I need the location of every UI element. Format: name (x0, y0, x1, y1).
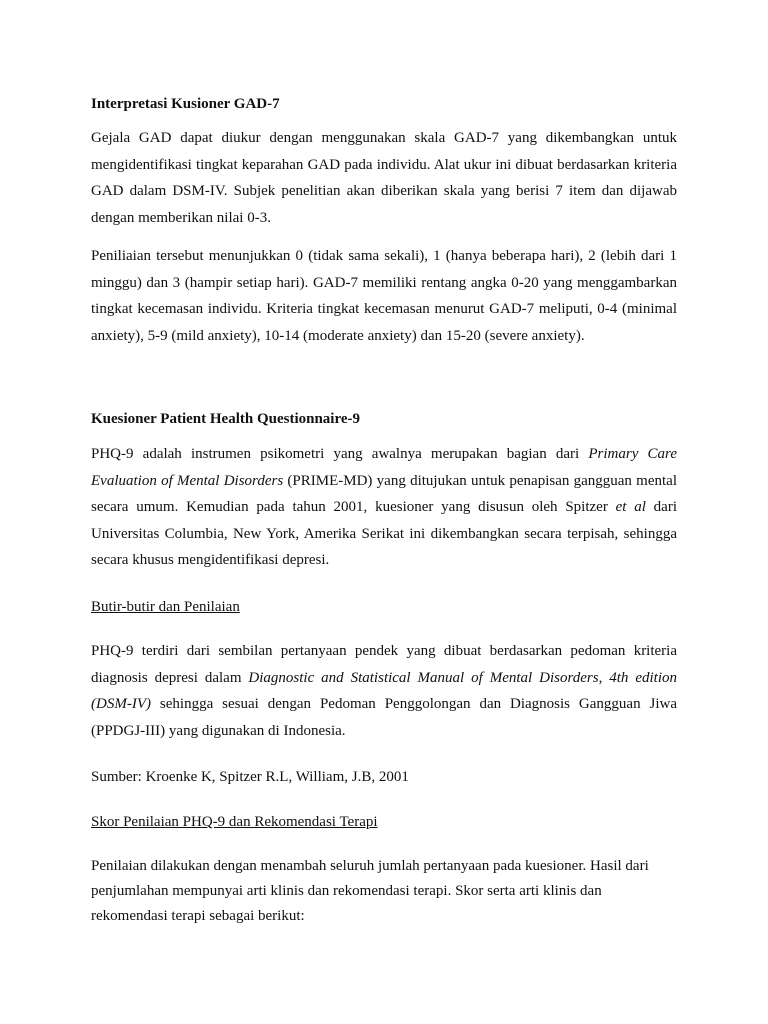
butir-text-3: sehingga sesuai dengan Pedoman Penggolongan dan Diagnosis Gangguan Jiwa (PPDGJ-III) yang digunakan di Indonesia. (91, 696, 677, 739)
phq9-heading: Kuesioner Patient Health Questionnaire-9 (91, 411, 361, 427)
skor-subheading: Skor Penilaian PHQ-9 dan Rekomendasi Terapi (91, 814, 378, 830)
butir-text-1: PHQ-9 terdiri dari sembilan pertanyaan pendek yang dibuat berdasarkan pedoman kriteria diagnosis depresi dalam (91, 643, 677, 686)
butir-subheading: Butir-butir dan Penilaian (91, 599, 240, 615)
phq9-intro-paragraph (91, 441, 677, 574)
gad7-paragraph-1: Gejala GAD dapat diukur dengan menggunakan skala GAD-7 yang dikembangkan untuk mengidentifikasi tingkat keparahan GAD pada individu. Alat ukur ini dibuat berdasarkan kriteria GAD dalam DSM-IV. Subjek penelitian akan diberikan skala yang berisi 7 item dan dijawab dengan memberikan nilai 0-3. (91, 130, 677, 226)
phq9-intro-italic-1: Primary Care Evaluation of Mental Disorders (91, 446, 677, 489)
gad7-paragraph-2: Peniliaian tersebut menunjukkan 0 (tidak sama sekali), 1 (hanya beberapa hari), 2 (lebih dari 1 minggu) dan 3 (hampir setiap hari). GAD-7 memiliki rentang angka 0-20 yang menggambarkan tingkat kecemasan individu. Kriteria tingkat kecemasan menurut GAD-7 meliputi, 0-4 (minimal anxiety), 5-9 (mild anxiety), 10-14 (moderate anxiety) dan 15-20 (severe anxiety). (91, 248, 677, 344)
gad7-heading: Interpretasi Kusioner GAD-7 (91, 96, 280, 112)
phq9-intro-text-1: PHQ-9 adalah instrumen psikometri yang awalnya merupakan bagian dari (91, 446, 589, 462)
butir-italic-2: 4th edition (DSM-IV) (91, 669, 678, 712)
phq9-intro-italic-2: et al (615, 499, 646, 515)
butir-paragraph (91, 638, 677, 744)
butir-text-2: , (598, 669, 610, 686)
skor-paragraph: Penilaian dilakukan dengan menambah seluruh jumlah pertanyaan pada kuesioner. Hasil dari penjumlahan mempunyai arti klinis dan rekomendasi terapi. Skor serta arti klinis dan rekomendasi terapi sebagai berikut: (91, 858, 649, 924)
phq9-intro-text-2: (PRIME-MD) yang ditujukan untuk penapisan gangguan mental secara umum. Kemudian pada tahun 2001, kuesioner yang disusun oleh Spitzer (91, 472, 677, 515)
phq9-intro-text-3: dari Universitas Columbia, New York, Amerika Serikat ini dikembangkan secara terpisah, sehingga secara khusus mengidentifikasi depresi. (91, 499, 677, 568)
source-line: Sumber: Kroenke K, Spitzer R.L, William, J.B, 2001 (91, 769, 409, 785)
butir-italic-1: Diagnostic and Statistical Manual of Mental Disorders (248, 669, 599, 686)
